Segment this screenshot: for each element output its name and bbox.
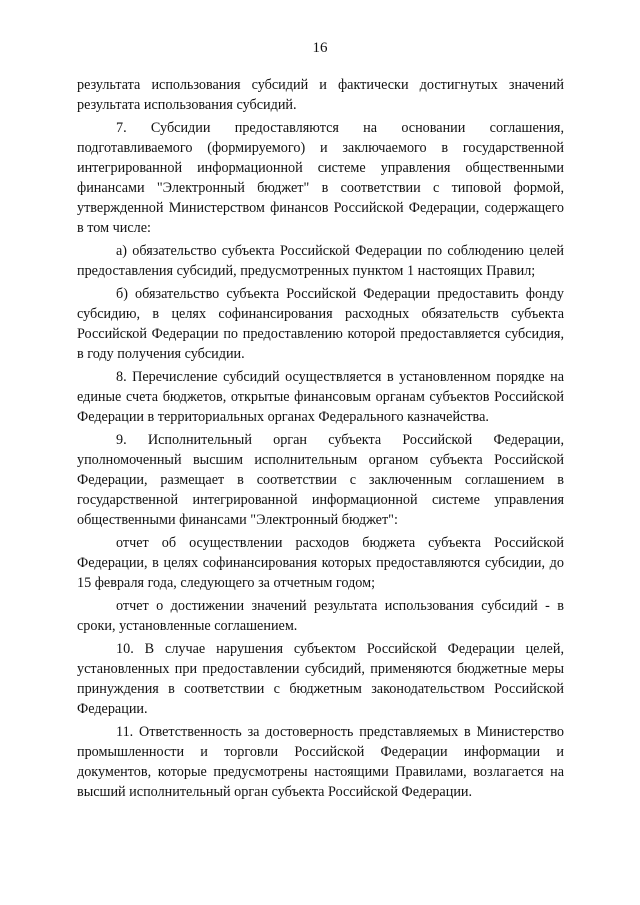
paragraph-11: 11. Ответственность за достоверность представляемых в Министерство промышленности и торговли Российской Федерации информации и документов, которые предусмотрены настоящими Правилами, возлагается на высший исполнительный орган субъекта Российской Федерации. xyxy=(77,724,564,800)
paragraph-10: 10. В случае нарушения субъектом Российской Федерации целей, установленных при предоставлении субсидий, применяются бюджетные меры принуждения в соответствии с бюджетным законодательством Российской Федерации. xyxy=(77,641,564,717)
paragraph-9-report-expenses: отчет об осуществлении расходов бюджета субъекта Российской Федерации, в целях софинансирования которых предоставляются субсидии, до 15 февраля года, следующего за отчетным годом; xyxy=(77,535,564,591)
document-body xyxy=(77,75,564,805)
paragraph-7a: а) обязательство субъекта Российской Федерации по соблюдению целей предоставления субсидий, предусмотренных пунктом 1 настоящих Правил; xyxy=(77,243,564,279)
paragraph-9-report-results: отчет о достижении значений результата использования субсидий - в сроки, установленные соглашением. xyxy=(77,598,564,634)
paragraph-7: 7. Субсидии предоставляются на основании соглашения, подготавливаемого (формируемого) и заключаемого в государственной интегрированной информационной системе управления общественными финансами "Электронный бюджет" в соответствии с типовой формой, утвержденной Министерством финансов Российской Федерации, содержащего в том числе: xyxy=(77,120,564,236)
page-number: 16 xyxy=(312,40,328,56)
paragraph-9: 9. Исполнительный орган субъекта Российской Федерации, уполномоченный высшим исполнительным органом субъекта Российской Федерации, размещает в соответствии с заключенным соглашением в государственной интегрированной информационной системе управления общественными финансами "Электронный бюджет": xyxy=(77,432,564,528)
paragraph-7b: б) обязательство субъекта Российской Федерации предоставить фонду субсидию, в целях софинансирования расходных обязательств субъекта Российской Федерации по предоставлению которой предоставляется субсидия, в году получения субсидии. xyxy=(77,286,564,362)
paragraph-continuation: результата использования субсидий и фактически достигнутых значений результата использования субсидий. xyxy=(77,77,564,113)
paragraph-8: 8. Перечисление субсидий осуществляется в установленном порядке на единые счета бюджетов, открытые финансовым органам субъектов Российской Федерации в территориальных органах Федерального казначейства. xyxy=(77,369,564,425)
